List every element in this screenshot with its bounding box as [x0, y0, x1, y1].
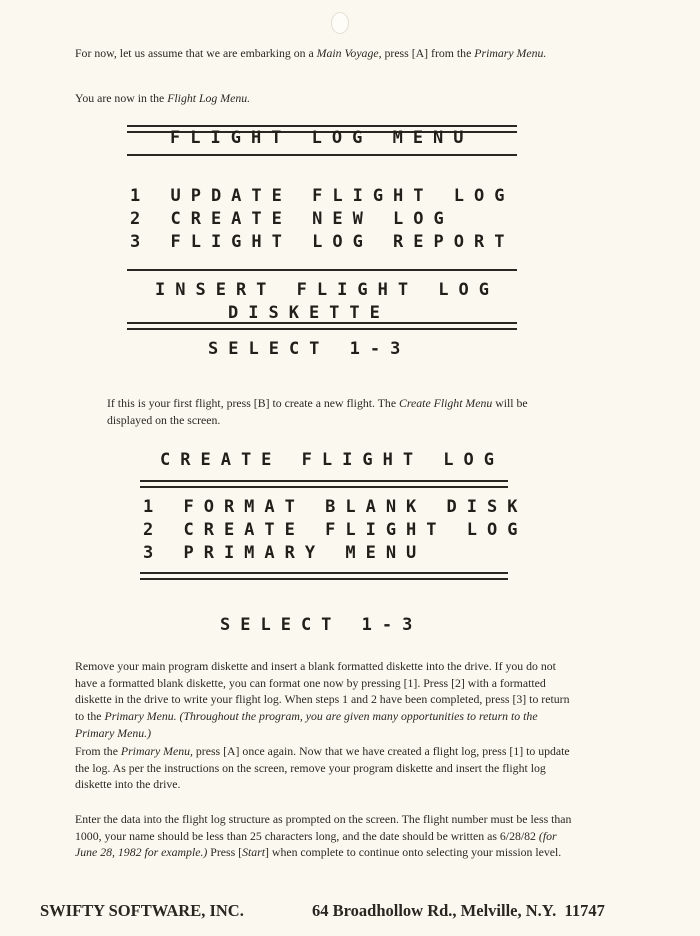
- insert-diskette-instruction-line2: DISKETTE: [228, 303, 390, 323]
- select-prompt: SELECT 1-3: [220, 615, 423, 635]
- select-prompt: SELECT 1-3: [208, 339, 411, 359]
- intro-emphasis-main-voyage: Main Voyage,: [316, 46, 382, 60]
- format-diskette-paragraph: [75, 658, 575, 742]
- menu-item-format-blank-disk: 1 FORMAT BLANK DISK: [143, 497, 528, 517]
- update-log-paragraph: [75, 743, 575, 793]
- format-diskette-text: Remove your main program diskette and insert a blank formatted diskette into the drive. If you do not have a formatted blank diskette, you can format one now by pressing [1]. Press [2] with a formatted diskette in the drive to write your flight log. When steps 1 and 2 have been completed, press [3] to return to the: [75, 659, 570, 724]
- first-flight-paragraph: [107, 395, 567, 428]
- footer-address: 64 Broadhollow Rd., Melville, N.Y. 11747: [312, 901, 605, 920]
- intro-emphasis-primary-menu: Primary Menu.: [474, 46, 547, 60]
- first-flight-text-end: will be displayed on the screen.: [107, 396, 528, 427]
- menu-item-create-flight-log: 2 CREATE FLIGHT LOG: [143, 520, 528, 540]
- enter-data-text: Enter the data into the flight log structure as prompted on the screen. The flight number must be less than 1000, your name should be less than 25 characters long, and the date should be written as 6/28/82: [75, 812, 572, 843]
- intro-text-mid: press [A] from the: [381, 46, 475, 60]
- intro2-emphasis: Flight Log Menu.: [167, 91, 251, 105]
- menu-item-primary-menu: 3 PRIMARY MENU: [143, 543, 427, 563]
- rule: [140, 578, 508, 580]
- primary-menu-emphasis: Primary Menu,: [120, 744, 193, 758]
- menu-item-create-new-log: 2 CREATE NEW LOG: [130, 209, 454, 229]
- rule: [127, 125, 517, 127]
- rule: [140, 572, 508, 574]
- insert-diskette-instruction: INSERT FLIGHT LOG: [155, 280, 499, 300]
- enter-data-text-mid: Press [: [207, 845, 243, 860]
- flight-log-menu-title: FLIGHT LOG MENU: [170, 128, 474, 148]
- rule: [127, 322, 517, 324]
- create-flight-menu-emphasis: Create Flight Menu: [399, 396, 493, 410]
- rule: [127, 328, 517, 330]
- first-flight-text: If this is your first flight, press [B] to create a new flight. The: [107, 396, 400, 410]
- enter-data-text-end: ] when complete to continue onto selecting your mission level.: [265, 845, 562, 860]
- update-log-text: From the: [75, 744, 121, 758]
- menu-item-flight-log-report: 3 FLIGHT LOG REPORT: [130, 232, 515, 252]
- intro-text: For now, let us assume that we are embarking on a: [75, 46, 317, 60]
- rule: [127, 154, 517, 156]
- start-key-emphasis: Start: [242, 845, 266, 860]
- enter-data-paragraph: [75, 811, 575, 861]
- menu-item-update-flight-log: 1 UPDATE FLIGHT LOG: [130, 186, 515, 206]
- rule: [127, 269, 517, 271]
- throughout-program-note: (Throughout the program, you are given many opportunities to return to the Primary Menu.): [75, 709, 538, 740]
- create-flight-log-title: CREATE FLIGHT LOG: [160, 450, 504, 470]
- rule: [140, 480, 508, 482]
- flight-log-menu-intro: [75, 90, 575, 107]
- footer-company: SWIFTY SOFTWARE, INC.: [40, 901, 244, 920]
- intro-paragraph: [75, 45, 575, 62]
- rule: [140, 486, 508, 488]
- primary-menu-emphasis: Primary Menu.: [104, 709, 177, 724]
- date-example-emphasis: (for June 28, 1982 for example.): [75, 828, 557, 860]
- binder-hole: [331, 12, 349, 34]
- intro2-text: You are now in the: [75, 91, 168, 105]
- update-log-text-end: press [A] once again. Now that we have created a flight log, press [1] to update the log. As per the instructions on the screen, remove your program diskette and insert the flight log diskette into the drive.: [75, 744, 570, 792]
